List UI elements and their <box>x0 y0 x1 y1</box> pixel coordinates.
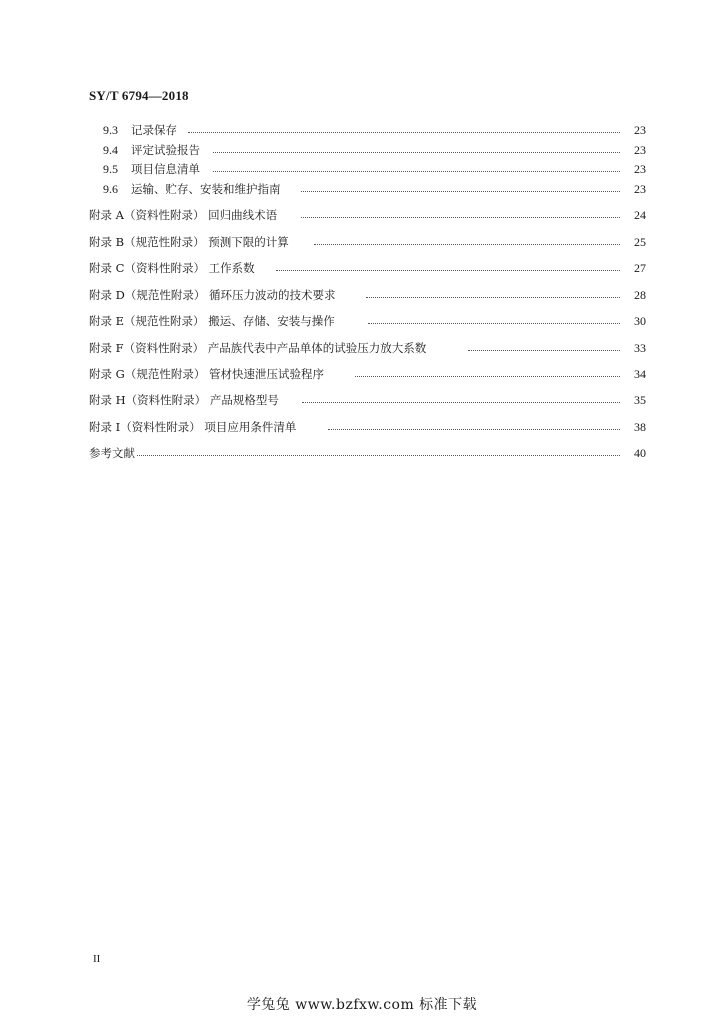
toc-entry-appendix-a[interactable] <box>0 207 724 223</box>
toc-entry-appendix-c[interactable] <box>0 260 724 276</box>
toc-entry-title: 附录 F（资料性附录） 产品族代表中产品单体的试验压力放大系数 <box>89 341 427 355</box>
toc-entry-page: 30 <box>634 314 646 328</box>
toc-entry-page: 24 <box>634 208 646 222</box>
toc-entry-page: 33 <box>634 341 646 355</box>
toc-entry-appendix-g[interactable] <box>0 366 724 382</box>
page-number: II <box>93 953 101 965</box>
toc-entry-page: 25 <box>634 235 646 249</box>
toc-entry-page: 23 <box>634 143 646 157</box>
toc-entry-title: 记录保存 <box>131 123 177 137</box>
toc-entry-9-4[interactable] <box>0 142 724 158</box>
toc-entry-page: 23 <box>634 123 646 137</box>
toc-leader-dots <box>328 428 620 430</box>
toc-entry-title: 附录 C（资料性附录） 工作系数 <box>89 261 255 275</box>
toc-entry-title: 附录 H（资料性附录） 产品规格型号 <box>89 393 279 407</box>
toc-leader-dots <box>213 151 620 153</box>
toc-leader-dots <box>366 296 620 298</box>
toc-entry-9-5[interactable] <box>0 161 724 177</box>
toc-entry-title: 附录 B（规范性附录） 预测下限的计算 <box>89 235 289 249</box>
toc-entry-title: 评定试验报告 <box>131 143 200 157</box>
toc-leader-dots <box>188 131 620 133</box>
toc-entry-references[interactable] <box>0 445 724 461</box>
toc-leader-dots <box>468 349 620 351</box>
standard-code-header: SY/T 6794—2018 <box>89 88 189 103</box>
toc-entry-title: 附录 A（资料性附录） 回归曲线术语 <box>89 208 278 222</box>
toc-entry-page: 23 <box>634 162 646 176</box>
toc-leader-dots <box>355 375 620 377</box>
toc-leader-dots <box>368 322 620 324</box>
toc-entry-title: 运输、贮存、安装和维护指南 <box>131 182 281 196</box>
toc-entry-page: 35 <box>634 393 646 407</box>
toc-entry-page: 38 <box>634 420 646 434</box>
toc-entry-title: 附录 D（规范性附录） 循环压力波动的技术要求 <box>89 288 336 302</box>
toc-entry-title: 附录 E（规范性附录） 搬运、存储、安装与操作 <box>89 314 335 328</box>
toc-entry-appendix-i[interactable] <box>0 419 724 435</box>
toc-entry-9-3[interactable] <box>0 122 724 138</box>
toc-entry-number: 9.5 <box>103 162 118 176</box>
toc-entry-appendix-d[interactable] <box>0 287 724 303</box>
toc-leader-dots <box>302 401 620 403</box>
watermark-text: 学兔兔 www.bzfxw.com 标准下载 <box>246 997 478 1013</box>
toc-entry-page: 40 <box>634 446 646 460</box>
toc-leader-dots <box>301 216 620 218</box>
toc-entry-appendix-e[interactable] <box>0 313 724 329</box>
toc-entry-page: 23 <box>634 182 646 196</box>
toc-entry-appendix-b[interactable] <box>0 234 724 250</box>
toc-entry-title: 附录 G（规范性附录） 管材快速泄压试验程序 <box>89 367 324 381</box>
toc-leader-dots <box>213 170 620 172</box>
toc-entry-title: 项目信息清单 <box>131 162 200 176</box>
toc-entry-number: 9.4 <box>103 143 118 157</box>
toc-entry-number: 9.3 <box>103 123 118 137</box>
toc-leader-dots <box>314 243 620 245</box>
toc-entry-page: 27 <box>634 261 646 275</box>
toc-leader-dots <box>301 190 620 192</box>
toc-entry-title: 附录 I（资料性附录） 项目应用条件清单 <box>89 420 297 434</box>
toc-leader-dots <box>276 269 620 271</box>
toc-entry-appendix-f[interactable] <box>0 340 724 356</box>
toc-entry-page: 34 <box>634 367 646 381</box>
toc-entry-number: 9.6 <box>103 182 118 196</box>
toc-entry-title: 参考文献 <box>89 446 135 460</box>
toc-entry-appendix-h[interactable] <box>0 392 724 408</box>
toc-leader-dots <box>137 454 620 456</box>
toc-entry-page: 28 <box>634 288 646 302</box>
toc-entry-9-6[interactable] <box>0 181 724 197</box>
